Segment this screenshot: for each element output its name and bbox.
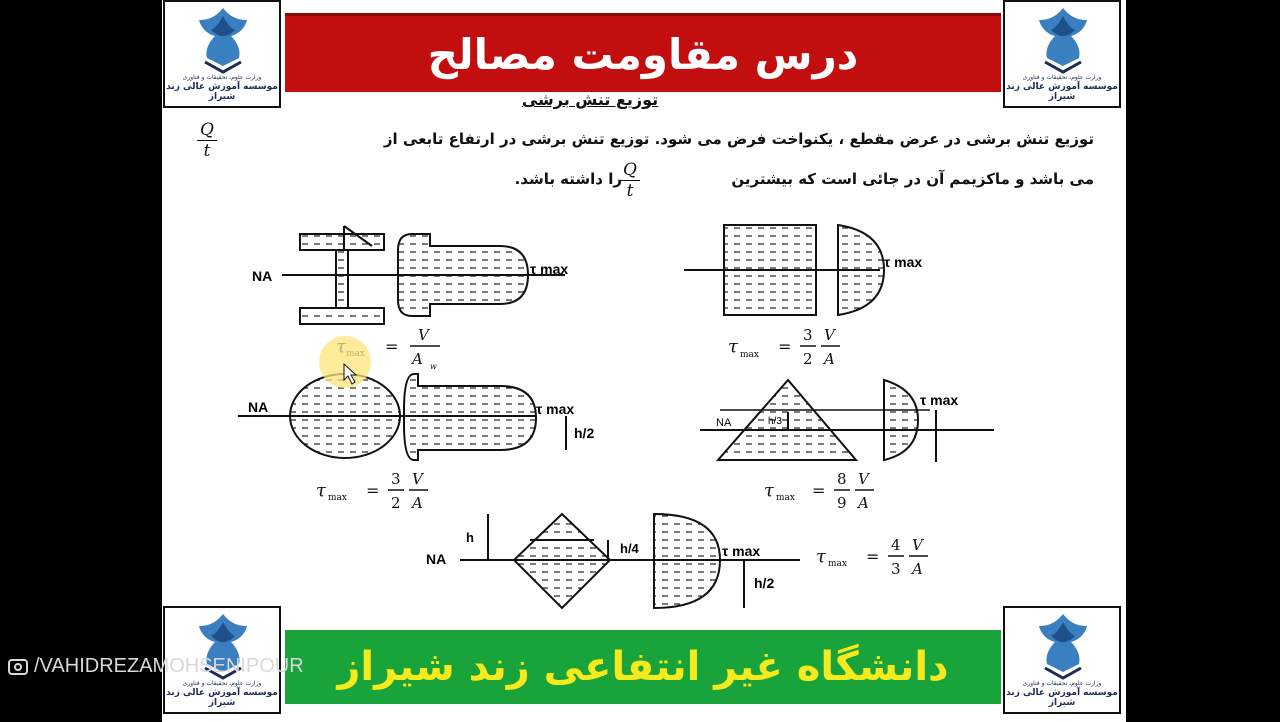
svg-text:3: 3 (891, 560, 901, 578)
svg-text:V: V (824, 326, 835, 344)
instagram-icon (8, 659, 28, 675)
svg-text:9: 9 (837, 494, 847, 512)
h-third-label: h/3 (768, 416, 782, 427)
formula-triangle (764, 470, 874, 512)
watermark (8, 655, 304, 678)
university-name: دانشگاه غیر انتفاعی زند شیراز (337, 644, 949, 690)
h-half-label: h/2 (574, 425, 595, 441)
tau-max-label: τ max (920, 392, 959, 408)
svg-text:A: A (412, 494, 423, 512)
formula-rectangle (728, 326, 840, 368)
course-title: درس مقاومت مصالح (427, 29, 859, 79)
svg-text:A: A (912, 560, 923, 578)
cursor-highlight (319, 336, 371, 388)
tau-max-label: τ max (722, 543, 761, 559)
svg-text:2: 2 (391, 494, 401, 512)
svg-text:2: 2 (803, 350, 813, 368)
svg-text:max: max (828, 559, 847, 569)
institute-emblem-icon (1025, 6, 1101, 76)
logo-top-right (1003, 0, 1121, 108)
svg-text:V: V (912, 536, 923, 554)
logo-ministry-text: وزارت علوم، تحقیقات و فناوری (1022, 74, 1102, 81)
shear-stress-diagrams (185, 200, 1005, 620)
h-half-label: h/2 (754, 575, 775, 591)
h-quarter-label: h/4 (620, 541, 639, 556)
svg-text:V: V (418, 326, 429, 344)
svg-text:A: A (824, 350, 835, 368)
svg-text:A: A (412, 350, 423, 368)
svg-text:=: = (385, 337, 399, 356)
svg-text:τ: τ (764, 480, 774, 501)
logo-ministry-text: وزارت علوم، تحقیقات و فناوری (182, 74, 262, 81)
paragraph-line-1: توزیع تنش برشی در عرض مقطع ، یکنواخت فرض می شود. توزیع تنش برشی در ارتفاع تابعی از (383, 130, 1094, 148)
svg-text:4: 4 (891, 536, 901, 554)
section-subtitle: توزیع تنش برشی (521, 90, 659, 109)
svg-text:τ: τ (816, 546, 826, 567)
tau-max-label: τ max (884, 254, 923, 270)
formula-circle (316, 470, 428, 512)
svg-text:=: = (366, 481, 380, 500)
svg-text:8: 8 (837, 470, 847, 488)
tau-max-label: τ max (536, 401, 575, 417)
svg-text:V: V (412, 470, 423, 488)
logo-institute-text: موسسه آموزش عالی زند شیراز (166, 82, 278, 102)
svg-text:w: w (430, 362, 437, 371)
svg-text:max: max (740, 350, 759, 360)
fraction-q-over-t-1: $\frac{Q}{t}$ (197, 120, 217, 161)
footer-bar (285, 630, 1001, 704)
na-label: NA (252, 268, 273, 284)
watermark-text: /VAHIDREZAMOHSENIPOUR (34, 655, 304, 677)
svg-text:max: max (328, 493, 347, 503)
svg-text:=: = (866, 547, 880, 566)
svg-text:3: 3 (391, 470, 401, 488)
fraction-q-over-t-2: $\frac{Q}{t}$ (620, 160, 640, 201)
logo-institute-text: موسسه آموزش عالی زند شیراز (1006, 82, 1118, 102)
svg-text:3: 3 (803, 326, 813, 344)
h-label: h (466, 530, 474, 545)
triangle-distribution (884, 380, 918, 460)
svg-text:=: = (778, 337, 792, 356)
svg-text:τ: τ (728, 336, 738, 357)
logo-institute-text: موسسه آموزش عالی زند شیراز (1006, 688, 1118, 708)
header-bar (285, 13, 1001, 92)
institute-emblem-icon (185, 6, 261, 76)
svg-text:V: V (858, 470, 869, 488)
logo-ministry-text: وزارت علوم، تحقیقات و فناوری (1022, 680, 1102, 687)
svg-text:=: = (812, 481, 826, 500)
na-label: NA (248, 399, 269, 415)
paragraph-line-2b: را داشته باشد. (514, 170, 622, 188)
paragraph-line-2a: می باشد و ماکزیمم آن در جائی است که بیشترین (731, 170, 1094, 188)
logo-bottom-right (1003, 606, 1121, 714)
svg-text:max: max (776, 493, 795, 503)
na-label: NA (716, 417, 732, 429)
institute-emblem-icon (1025, 612, 1101, 682)
tau-max-label: τ max (530, 261, 569, 277)
svg-text:A: A (858, 494, 869, 512)
svg-text:τ: τ (316, 480, 326, 501)
formula-diamond (816, 536, 928, 578)
logo-institute-text: موسسه آموزش عالی زند شیراز (166, 688, 278, 708)
logo-ministry-text: وزارت علوم، تحقیقات و فناوری (182, 680, 262, 687)
logo-top-left (163, 0, 281, 108)
na-label: NA (426, 551, 447, 567)
